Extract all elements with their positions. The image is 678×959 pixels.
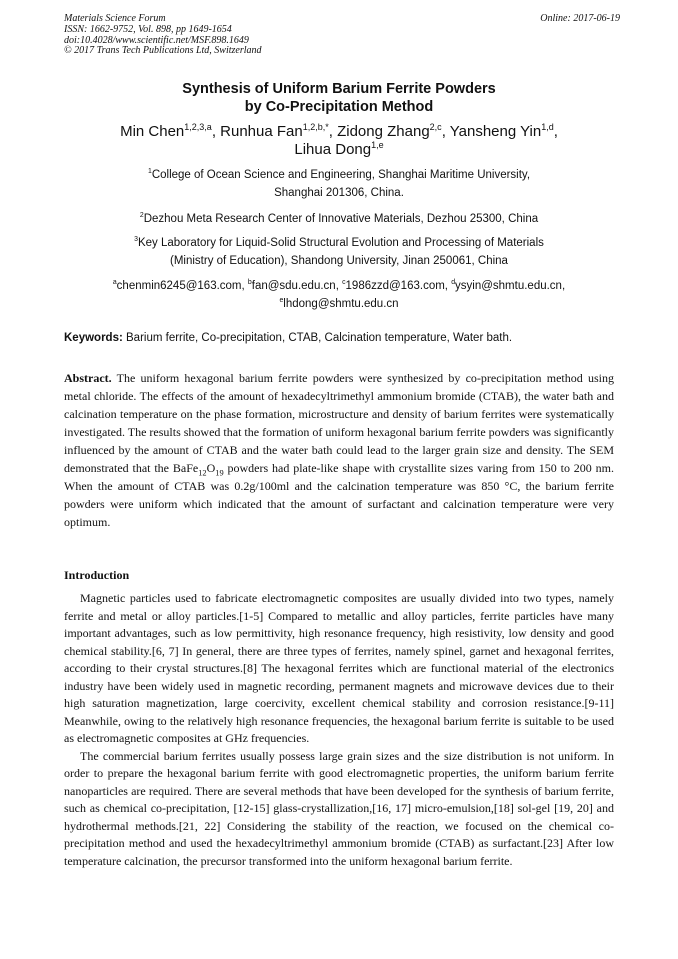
- formula: $BaFe_{12}O_{19}$: [172, 461, 224, 478]
- keywords-label: Keywords:: [64, 332, 123, 344]
- abstract-text: The uniform hexagonal barium ferrite powders were synthesized by co-precipitation method using metal chloride. The effects of the amount of hexadecyltrimethyl ammonium bromide (CTAB), the water bath and calcination temperature on the phase formation, microstructure and density of barium ferrites were systematically investigated. The results showed that the formation of uniform hexagonal barium ferrite powders was significantly influenced by the amount of CTAB and the water bath could lead to the larger grain size and density. The SEM demonstrated that the: [64, 371, 614, 475]
- paragraph: The commercial barium ferrites usually possess large grain sizes and the size distribution is not uniform. In order to prepare the hexagonal barium ferrite with good electromagnetic properties, the uniform barium ferrite nanoparticles are required. There are several methods that have been developed for the synthesis of barium ferrite, such as chemical co-precipitation, [12-15] glass-crystallization,[16, 17] micro-emulsion,[18] sol-gel [19, 20] and hydrothermal methods.[21, 22] Considering the stability of the reaction, we focused on the chemical co-precipitation method and used the hexadecyltrimethyl ammonium bromide (CTAB) as surfactant.[23] After low temperature calcination, the precursor transformed into the uniform hexagonal barium ferrite.: [64, 748, 614, 868]
- affiliation-text: Shanghai 201306, China.: [274, 187, 404, 199]
- author-name: Runhua Fan: [220, 123, 303, 140]
- affiliation-3: [64, 234, 614, 270]
- abstract-text: powders had plate-like shape with crystallite sizes varing from 150 to 200 nm. When the amount of CTAB was 0.2g/100ml and the calcination temperature was 850 °C, the barium ferrite powders were uniform which indicated that the amount of surfactant and calcination temperature were very optimum.: [64, 461, 614, 529]
- affiliation-num: 2: [139, 212, 144, 220]
- author-name: Zidong Zhang: [337, 123, 430, 140]
- email-e: lhdong@shmtu.edu.cn: [283, 298, 399, 310]
- title-line-2: by Co-Precipitation Method: [244, 98, 434, 115]
- email-b: fan@sdu.edu.cn: [251, 280, 336, 292]
- email-d: ysyin@shmtu.edu.cn: [455, 280, 562, 292]
- affiliation-text: Key Laboratory for Liquid-Solid Structural Evolution and Processing of Materials: [137, 237, 544, 249]
- online-date: Online: 2017-06-19: [540, 13, 620, 24]
- author-name: Lihua Dong: [294, 141, 372, 158]
- affiliation-1: [64, 166, 614, 202]
- affiliation-num: 3: [134, 236, 138, 244]
- author-list: Min Chen$^{1,2,3,a}$, Runhua Fan$^{1,2,b,*}$, Zidong Zhang$^{2,c}$, Yansheng Yin$^{1,d}$, Lihua Dong$^{1,e}$: [120, 122, 558, 158]
- paragraph: Magnetic particles used to fabricate electromagnetic composites are usually divided into two types, namely ferrite and metal or alloy particles.[1-5] Compared to metallic and alloy particles, ferrite particles have many important advantages, such as low permittivity, high resonance frequency, high resistivity, low density and good chemical stability.[6, 7] In general, there are three types of ferrites, namely spinel, garnet and hexagonal ferrites, according to their crystal structures.[8] The hexagonal ferrites which are functional material of the electronics industry have been widely used in magnetic recording, permanent magnets and microwave devices due to their high saturation magnetization, large coercivity, excellent chemical stability and corrosion resistance.[9-11] Meanwhile, owing to the relatively high resonance frequencies, the hexagonal barium ferrite is suitable to be used as electromagnetic composites at GHz frequencies.: [64, 591, 614, 745]
- introduction-body: [64, 590, 614, 870]
- affiliation-text: Dezhou Meta Research Center of Innovative Materials, Dezhou 25300, China: [143, 213, 539, 225]
- doi-line: doi:10.4028/www.scientific.net/MSF.898.1649: [64, 34, 249, 46]
- email-c: 1986zzd@163.com: [345, 280, 445, 292]
- affiliation-text: College of Ocean Science and Engineering, Shanghai Maritime University,: [151, 169, 531, 181]
- affiliation-num: 1: [147, 168, 152, 176]
- paper-title: [64, 81, 614, 116]
- author-name: Yansheng Yin: [449, 123, 542, 140]
- email-list: $^a$chenmin6245@163.com, $^b$fan@sdu.edu.cn, $^c$1986zzd@163.com, $^d$ysyin@shmtu.edu.cn, $^e$lhdong@shmtu.edu.cn: [112, 279, 566, 310]
- introduction-heading: Introduction: [64, 568, 130, 582]
- author-sup: 2,c: [429, 122, 442, 132]
- abstract-label: Abstract.: [64, 371, 112, 385]
- journal-header: [64, 14, 620, 57]
- author-name: Min Chen: [120, 123, 185, 140]
- author-sup: 1,2,3,a: [184, 122, 212, 132]
- issn-line: ISSN: 1662-9752, Vol. 898, pp 1649-1654: [64, 23, 232, 35]
- affiliation-2: [64, 210, 614, 228]
- author-sup: 1,e: [371, 140, 384, 150]
- copyright-line: © 2017 Trans Tech Publications Ltd, Switzerland: [64, 45, 262, 57]
- journal-name: Materials Science Forum: [64, 13, 166, 24]
- author-sup: 1,d: [541, 122, 554, 132]
- author-sup: 1,2,b,*: [302, 122, 329, 132]
- title-line-1: Synthesis of Uniform Barium Ferrite Powders: [182, 81, 496, 97]
- abstract: [64, 369, 614, 531]
- email-a: chenmin6245@163.com: [116, 280, 242, 292]
- affiliation-text: (Ministry of Education), Shandong University, Jinan 250061, China: [170, 255, 508, 267]
- keywords: [64, 329, 620, 347]
- keywords-text: Barium ferrite, Co-precipitation, CTAB, Calcination temperature, Water bath.: [126, 332, 513, 344]
